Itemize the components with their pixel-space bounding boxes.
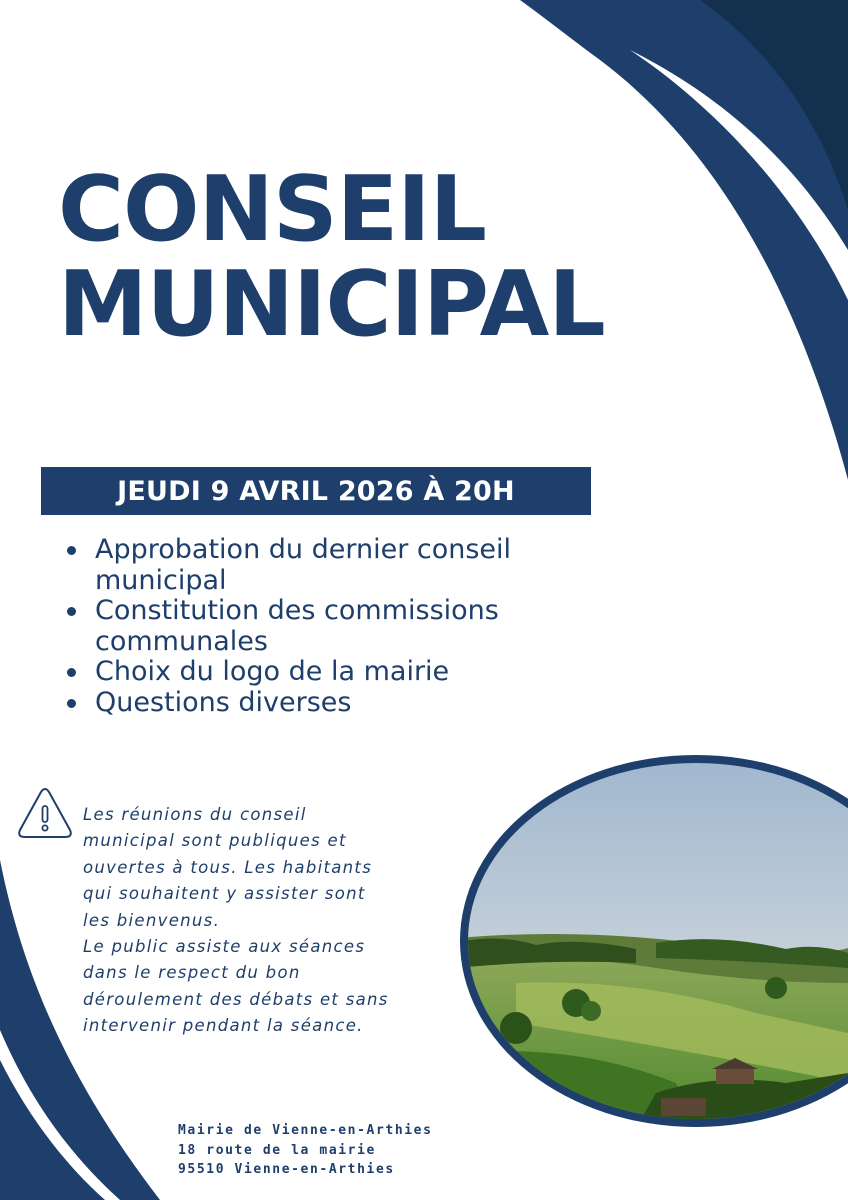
agenda-item xyxy=(64,535,624,596)
landscape-photo xyxy=(456,753,848,1128)
date-banner: JEUDI 9 AVRIL 2026 À 20H xyxy=(41,467,591,515)
agenda-item xyxy=(64,688,624,719)
agenda-item xyxy=(64,596,624,657)
agenda-item xyxy=(64,657,624,688)
bullet-icon xyxy=(67,607,76,616)
address-line-2: 18 route de la mairie xyxy=(178,1142,376,1158)
agenda-item-text: Questions diverses xyxy=(95,686,352,718)
bullet-icon xyxy=(67,668,76,677)
address-block xyxy=(178,1121,433,1180)
agenda-list xyxy=(64,535,624,718)
address-line-1: Mairie de Vienne-en-Arthies xyxy=(178,1123,433,1138)
title-line-2: MUNICIPAL xyxy=(58,252,605,357)
bullet-icon xyxy=(67,699,76,708)
agenda-item-text: Choix du logo de la mairie xyxy=(95,656,450,687)
title-line-1: CONSEIL xyxy=(58,157,487,262)
notice-text: Les réunions du conseil municipal sont publiques et ouvertes à tous. Les habitants qui souhaitent y assister sont les bienvenus. Le public assiste aux séances dans le respect du bon déroulement des débats et sans intervenir pendant la séance. xyxy=(83,805,389,1036)
warning-icon xyxy=(17,786,73,842)
page-title xyxy=(58,157,605,357)
bullet-icon xyxy=(67,546,76,555)
agenda-item-text: Approbation du dernier conseil municipal xyxy=(95,534,512,596)
agenda-item-text: Constitution des commissions communales xyxy=(95,595,499,657)
address-line-3: 95510 Vienne-en-Arthies xyxy=(178,1162,395,1177)
